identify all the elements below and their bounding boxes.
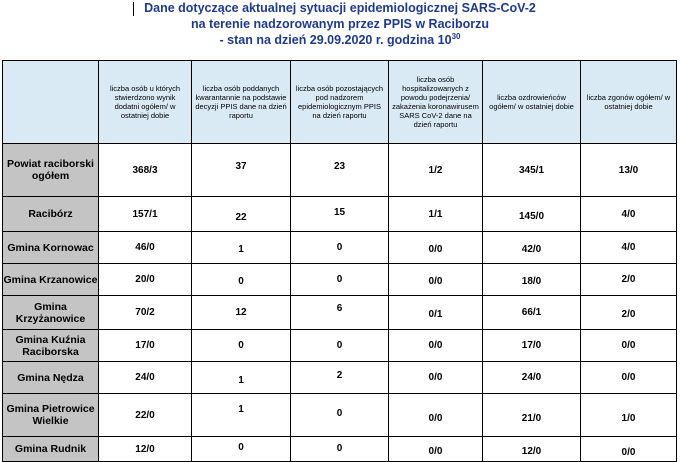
header-positive-cases: liczba osób u których stwierdzono wynik dodatni ogółem/ w ostatniej dobie xyxy=(99,61,192,144)
cell-positive xyxy=(99,437,192,462)
cell-hospitalized xyxy=(389,264,483,296)
cell-value: 13/0 xyxy=(618,164,639,176)
cell-deaths xyxy=(581,264,677,296)
header-recovered: liczba ozdrowieńców ogółem/ w ostatniej dobie xyxy=(483,61,581,144)
cell-deaths xyxy=(581,144,677,197)
table-row xyxy=(3,330,677,362)
cell-value: 0 xyxy=(336,242,343,253)
cell-recovered xyxy=(483,144,581,197)
cell-value: 157/1 xyxy=(132,208,158,220)
report-title xyxy=(0,0,680,48)
cell-value: 1 xyxy=(238,244,244,255)
cell-quarantine xyxy=(192,144,291,197)
cell-value: 4/0 xyxy=(621,208,636,220)
cell-recovered xyxy=(483,330,581,362)
cell-surveillance xyxy=(291,264,389,296)
row-name: Gmina Krzanowice xyxy=(3,264,99,296)
cell-value: 0 xyxy=(238,441,244,453)
cell-value: 1/1 xyxy=(428,208,443,220)
cell-value: 0/0 xyxy=(621,372,636,383)
cell-hospitalized xyxy=(389,144,483,197)
cell-hospitalized xyxy=(389,197,483,232)
header-deaths: liczba zgonów ogółem/ w ostatniej dobie xyxy=(581,61,677,144)
cell-recovered xyxy=(483,197,581,232)
cell-value: 22 xyxy=(235,211,247,223)
cell-surveillance xyxy=(291,144,389,197)
row-name: Racibórz xyxy=(3,197,99,232)
cell-recovered xyxy=(483,264,581,296)
row-name: Gmina Nędza xyxy=(3,362,99,394)
cell-recovered xyxy=(483,394,581,437)
cell-value: 15 xyxy=(333,206,346,218)
cell-recovered xyxy=(483,296,581,330)
cell-positive xyxy=(99,264,192,296)
cell-positive xyxy=(99,197,192,232)
cell-value: 2 xyxy=(336,370,343,381)
cell-value: 17/0 xyxy=(521,340,542,351)
title-hour-minutes: 30 xyxy=(451,32,461,41)
cell-value: 368/3 xyxy=(132,164,158,176)
table-row xyxy=(3,296,677,330)
cell-quarantine xyxy=(192,296,291,330)
cell-value: 24/0 xyxy=(135,372,155,383)
table-row xyxy=(3,264,677,296)
cell-value: 21/0 xyxy=(521,412,542,424)
header-row xyxy=(3,61,677,144)
cell-positive xyxy=(99,296,192,330)
cell-value: 0 xyxy=(238,340,244,351)
table-row xyxy=(3,437,677,462)
cell-value: 0 xyxy=(336,340,343,351)
cell-value: 0/0 xyxy=(428,412,443,424)
row-name: Gmina Pietrowice Wielkie xyxy=(3,394,99,437)
cell-hospitalized xyxy=(389,362,483,394)
cell-value: 0/1 xyxy=(428,309,443,320)
cell-value: 345/1 xyxy=(518,164,545,176)
row-name: Gmina Rudnik xyxy=(3,437,99,462)
cell-value: 12 xyxy=(235,307,247,318)
cell-value: 0/0 xyxy=(428,445,443,457)
title-line-1: Dane dotyczące aktualnej sytuacji epidemiologicznej SARS-CoV-2 xyxy=(144,1,536,15)
title-line-2: na terenie nadzorowanym przez PPIS w Raciborzu xyxy=(191,17,489,31)
cell-value: 6 xyxy=(336,303,343,314)
cell-deaths xyxy=(581,232,677,264)
cell-quarantine xyxy=(192,232,291,264)
cell-hospitalized xyxy=(389,437,483,462)
cell-value: 70/2 xyxy=(135,307,155,318)
cell-value: 66/1 xyxy=(521,307,542,318)
cell-quarantine xyxy=(192,362,291,394)
cell-value: 1/0 xyxy=(621,412,636,424)
cell-surveillance xyxy=(291,437,389,462)
title-line-3-text: - stan na dzień 29.09.2020 r. godzina 10 xyxy=(219,33,452,47)
cell-quarantine xyxy=(192,197,291,232)
cell-value: 1 xyxy=(238,403,244,415)
cell-quarantine xyxy=(192,330,291,362)
header-quarantine: liczba osób poddanych kwarantannie na podstawie decyzji PPIS dane na dzień raportu xyxy=(192,61,291,144)
cell-value: 1 xyxy=(238,375,244,386)
cell-positive xyxy=(99,330,192,362)
cell-value: 2/0 xyxy=(621,309,636,320)
cell-hospitalized xyxy=(389,296,483,330)
cell-value: 0/0 xyxy=(621,340,636,351)
cell-recovered xyxy=(483,232,581,264)
cell-deaths xyxy=(581,394,677,437)
cell-value: 0/0 xyxy=(428,276,443,287)
header-corner-cell xyxy=(3,61,99,144)
cell-surveillance xyxy=(291,232,389,264)
text-cursor xyxy=(133,2,134,16)
cell-value: 12/0 xyxy=(521,445,542,457)
cell-deaths xyxy=(581,296,677,330)
cell-value: 0 xyxy=(336,274,343,285)
cell-surveillance xyxy=(291,394,389,437)
cell-hospitalized xyxy=(389,232,483,264)
cell-hospitalized xyxy=(389,394,483,437)
header-hospitalized: liczba osób hospitalizowanych z powodu podejrzenia/ zakażenia koronawirusem SARS CoV-2 dane na dzień raportu xyxy=(389,61,483,144)
table-row xyxy=(3,144,677,197)
cell-deaths xyxy=(581,330,677,362)
cell-quarantine xyxy=(192,437,291,462)
cell-deaths xyxy=(581,437,677,462)
cell-positive xyxy=(99,144,192,197)
cell-value: 37 xyxy=(235,160,247,172)
cell-value: 4/0 xyxy=(621,242,636,253)
cell-value: 0/0 xyxy=(428,244,443,255)
cell-positive xyxy=(99,394,192,437)
row-name: Gmina Krzyżanowice xyxy=(3,296,99,330)
table-row xyxy=(3,232,677,264)
cell-deaths xyxy=(581,197,677,232)
cell-value: 2/0 xyxy=(621,274,636,285)
row-name: Gmina Kornowac xyxy=(3,232,99,264)
cell-hospitalized xyxy=(389,330,483,362)
title-line-3 xyxy=(0,32,680,48)
row-name: Gmina Kuźnia Raciborska xyxy=(3,330,99,362)
cell-value: 0 xyxy=(336,407,343,419)
cell-positive xyxy=(99,232,192,264)
cell-surveillance xyxy=(291,330,389,362)
cell-value: 0/0 xyxy=(621,446,636,458)
cell-value: 0/0 xyxy=(428,340,443,351)
cell-surveillance xyxy=(291,362,389,394)
cell-deaths xyxy=(581,362,677,394)
table-row xyxy=(3,394,677,437)
cell-value: 24/0 xyxy=(521,372,542,383)
cell-value: 22/0 xyxy=(135,409,155,421)
cell-value: 20/0 xyxy=(135,274,155,285)
cell-recovered xyxy=(483,437,581,462)
cell-value: 0 xyxy=(238,276,244,287)
cell-value: 42/0 xyxy=(521,244,542,255)
cell-positive xyxy=(99,362,192,394)
cell-value: 145/0 xyxy=(518,210,545,222)
cell-quarantine xyxy=(192,394,291,437)
cell-surveillance xyxy=(291,296,389,330)
header-surveillance: liczba osób pozostających pod nadzorem epidemiologicznym PPIS na dzień raportu xyxy=(291,61,389,144)
cell-value: 23 xyxy=(333,160,346,172)
cell-value: 17/0 xyxy=(135,340,155,351)
epidemiological-table xyxy=(2,60,677,462)
cell-value: 0/0 xyxy=(428,372,443,383)
row-name: Powiat raciborski ogółem xyxy=(3,144,99,197)
cell-value: 46/0 xyxy=(135,242,155,253)
cell-value: 0 xyxy=(336,442,343,454)
cell-quarantine xyxy=(192,264,291,296)
cell-recovered xyxy=(483,362,581,394)
table-row xyxy=(3,197,677,232)
cell-surveillance xyxy=(291,197,389,232)
cell-value: 18/0 xyxy=(521,276,542,287)
cell-value: 12/0 xyxy=(135,443,155,455)
table-row xyxy=(3,362,677,394)
cell-value: 1/2 xyxy=(428,164,443,176)
